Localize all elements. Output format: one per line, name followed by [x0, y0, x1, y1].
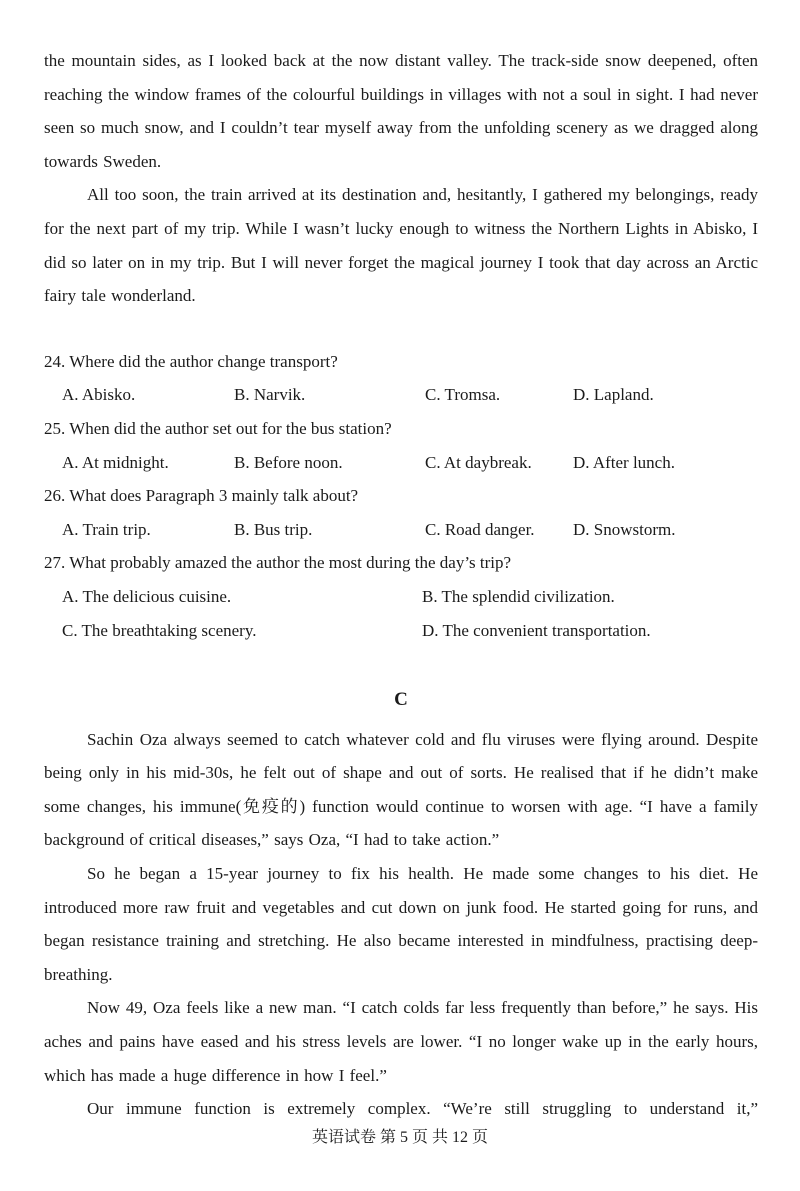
question-26-option-d: D. Snowstorm. — [573, 519, 676, 539]
question-26-options — [44, 513, 758, 547]
question-25-option-c: C. At daybreak. — [425, 452, 532, 472]
question-26 — [44, 479, 758, 546]
question-25-option-a: A. At midnight. — [62, 452, 169, 472]
question-25 — [44, 412, 758, 479]
question-25-stem: 25. When did the author set out for the bus station? — [44, 418, 392, 438]
passage-b-paragraph: All too soon, the train arrived at its destination and, hesitantly, I gathered my belongings, ready for the next part of my trip. While I wasn’t lucky enough to witness the Northern Lights in Abisko, I did so later on in my trip. But I will never forget the magical journey I took that day across an Arctic fairy tale wonderland. — [44, 185, 758, 306]
question-27-options-row-1 — [44, 580, 758, 614]
question-24-option-a: A. Abisko. — [62, 385, 136, 405]
passage-b-paragraph-continuation: the mountain sides, as I looked back at the now distant valley. The track-side snow deepened, often reaching the window frames of the colourful buildings in villages with not a soul in sight. I had never seen so much snow, and I couldn’t tear myself away from the unfolding scenery as we dragged along towards Sweden. — [44, 51, 758, 171]
question-25-option-d: D. After lunch. — [573, 452, 675, 472]
question-27-option-a: A. The delicious cuisine. — [62, 586, 232, 606]
question-24-option-d: D. Lapland. — [573, 385, 654, 405]
passage-c-paragraph-1: Sachin Oza always seemed to catch whatever cold and flu viruses were flying around. Despite being only in his mid-30s, he felt out of shape and out of sorts. He realised that if he didn’t make some changes, his immune(免疫的) function would continue to worsen with age. “I have a family background of critical diseases,” says Oza, “I had to take action.” — [44, 729, 758, 850]
question-27-stem: 27. What probably amazed the author the most during the day’s trip? — [44, 553, 512, 573]
page-footer: 英语试卷 第 5 页 共 12 页 — [311, 1129, 488, 1146]
passage-c-paragraph-3: Now 49, Oza feels like a new man. “I catch colds far less frequently than before,” he says. His aches and pains have eased and his stress levels are lower. “I no longer wake up in the early hours, which has made a huge difference in how I feel.” — [44, 998, 758, 1085]
questions-block — [44, 345, 758, 647]
passage-c-paragraph-2: So he began a 15-year journey to fix his health. He made some changes to his diet. He introduced more raw fruit and vegetables and cut down on junk food. He started going for runs, and began resistance training and stretching. He also became interested in mindfulness, practising deep-breathing. — [44, 864, 758, 984]
question-24-option-b: B. Narvik. — [234, 385, 306, 405]
question-27-options-row-2 — [44, 614, 758, 648]
question-27-option-b: B. The splendid civilization. — [422, 586, 615, 606]
section-c-heading: C — [394, 689, 408, 711]
question-24 — [44, 345, 758, 412]
question-25-option-b: B. Before noon. — [234, 452, 343, 472]
question-24-option-c: C. Tromsa. — [425, 385, 501, 405]
question-26-option-a: A. Train trip. — [62, 519, 151, 539]
question-27-option-c: C. The breathtaking scenery. — [62, 620, 257, 640]
question-24-options — [44, 378, 758, 412]
page-content — [44, 44, 758, 1126]
question-27 — [44, 546, 758, 647]
question-26-option-c: C. Road danger. — [425, 519, 535, 539]
question-27-option-d: D. The convenient transportation. — [422, 620, 651, 640]
passage-c-paragraph-4-cutoff: Our immune function is extremely complex. “We’re still struggling to understand it,” — [87, 1099, 758, 1119]
question-24-stem: 24. Where did the author change transport? — [44, 351, 338, 371]
question-26-stem: 26. What does Paragraph 3 mainly talk about? — [44, 486, 359, 506]
question-25-options — [44, 446, 758, 480]
question-26-option-b: B. Bus trip. — [234, 519, 313, 539]
